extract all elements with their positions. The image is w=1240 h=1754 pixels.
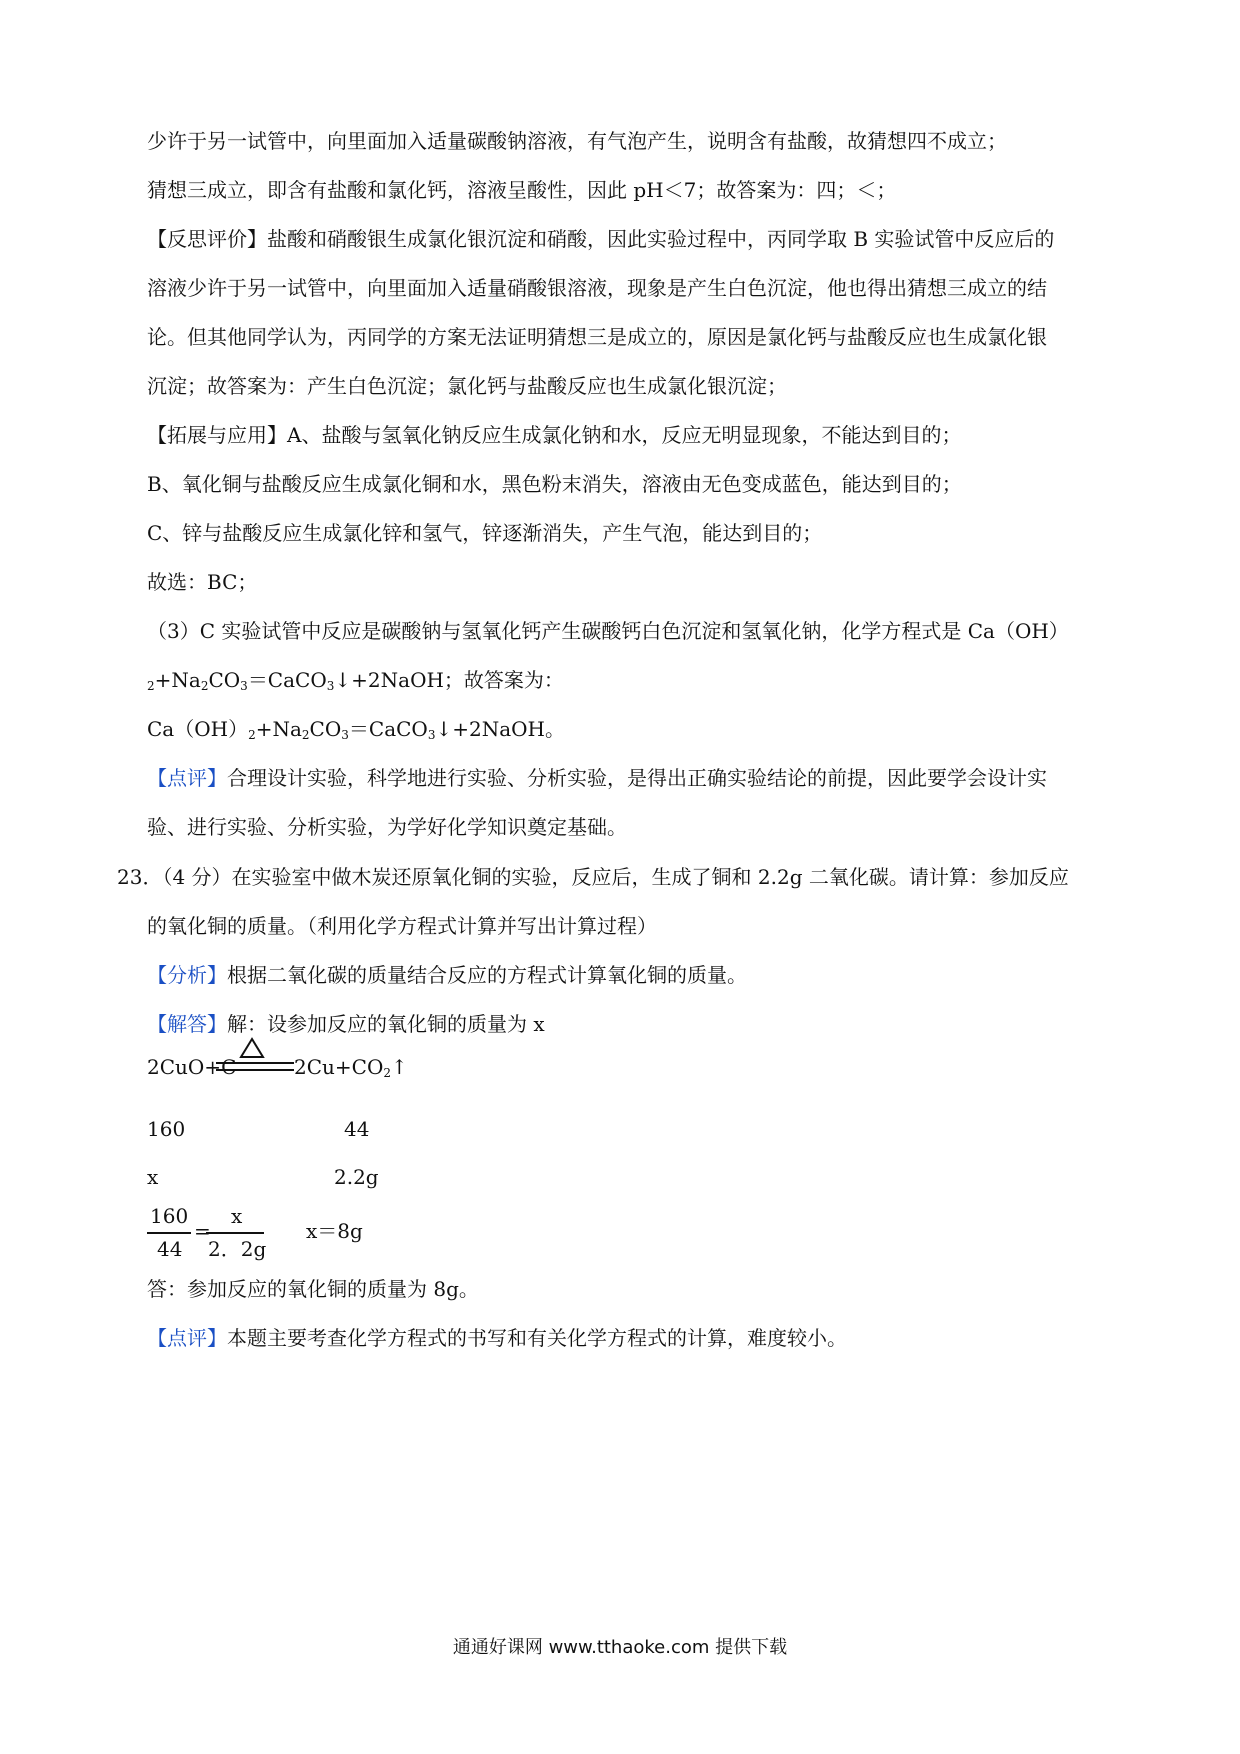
subscript: 3 (326, 679, 335, 693)
text-line: （3）C 实验试管中反应是碳酸钠与氢氧化钙产生碳酸钙白色沉淀和氢氧化钠，化学方程式是 Ca（OH） (147, 619, 1069, 643)
formula-part: CO (208, 668, 241, 692)
text-line: 沉淀；故答案为：产生白色沉淀；氯化钙与盐酸反应也生成氯化银沉淀； (147, 374, 787, 398)
down-arrow-icon: ↓ (435, 717, 453, 741)
fraction-numerator: x (231, 1204, 243, 1228)
variable: x (147, 1165, 159, 1189)
text-line: 溶液少许于另一试管中，向里面加入适量硝酸银溶液，现象是产生白色沉淀，他也得出猜想三成立的结 (147, 276, 1047, 300)
text-line: 故选：BC； (147, 570, 258, 594)
answer-tag: 【解答】 (147, 1012, 227, 1036)
text-span: 合理设计实验，科学地进行实验、分析实验，是得出正确实验结论的前提，因此要学会设计实 (227, 766, 1047, 790)
subscript: 3 (427, 728, 436, 742)
text-line: 少许于另一试管中，向里面加入适量碳酸钠溶液，有气泡产生，说明含有盐酸，故猜想四不成立； (147, 129, 1007, 153)
text-span: 解：设参加反应的氧化铜的质量为 x (227, 1012, 545, 1036)
subscript: 2 (248, 728, 256, 742)
text-line (147, 962, 747, 988)
analysis-tag: 【分析】 (147, 963, 227, 987)
fraction-denominator: 2．2g (208, 1237, 267, 1261)
text-span: A、盐酸与氢氧化钠反应生成氯化钠和水，反应无明显现象，不能达到目的； (287, 423, 962, 447)
subscript: 2 (383, 1066, 392, 1080)
formula-part: ＝CaCO (247, 668, 327, 692)
text-line (147, 422, 961, 448)
text-line (147, 1011, 545, 1037)
text-line: B、氧化铜与盐酸反应生成氯化铜和水，黑色粉末消失，溶液由无色变成蓝色，能达到目的； (147, 472, 962, 496)
text-span: +2NaOH；故答案为： (351, 668, 564, 692)
comment-tag: 【点评】 (147, 1326, 227, 1350)
footer-watermark: 通通好课网 www.tthaoke.com 提供下载 (452, 1637, 788, 1658)
text-line: 论。但其他同学认为，丙同学的方案无法证明猜想三是成立的，原因是氯化钙与盐酸反应也生成氯化银 (147, 325, 1047, 349)
text-line: 答：参加反应的氧化铜的质量为 8g。 (147, 1277, 479, 1301)
formula-part: +Na (255, 717, 302, 741)
text-line: C、锌与盐酸反应生成氯化锌和氢气，锌逐渐消失，产生气泡，能达到目的； (147, 521, 823, 545)
text-line (147, 765, 1047, 791)
subscript: 2 (301, 728, 310, 742)
given-mass: 2.2g (334, 1165, 379, 1189)
formula-part: Ca（OH） (147, 717, 249, 741)
text-span: 本题主要考查化学方程式的书写和有关化学方程式的计算，难度较小。 (227, 1326, 847, 1350)
equation-right (294, 1054, 408, 1080)
comment-tag: 【点评】 (147, 766, 227, 790)
equals-sign: = (194, 1219, 211, 1243)
formula-part: ＝CaCO (348, 717, 428, 741)
fraction-denominator: 44 (157, 1237, 183, 1261)
molar-mass: 160 (147, 1117, 186, 1141)
question-title: 23．（4 分）在实验室中做木炭还原氧化铜的实验，反应后，生成了铜和 2.2g 二氧化碳。请计算：参加反应 (117, 865, 1069, 889)
up-arrow-icon: ↑ (391, 1055, 408, 1079)
subscript: 3 (240, 679, 248, 693)
triangle-heat-icon (238, 1036, 266, 1060)
molar-mass: 44 (344, 1117, 370, 1141)
equation-left: 2CuO+C (147, 1055, 237, 1079)
subscript: 2 (200, 679, 209, 693)
section-tag: 【拓展与应用】 (147, 423, 287, 447)
text-line (147, 1325, 847, 1351)
text-span: +2NaOH。 (452, 717, 565, 741)
text-line: 验、进行实验、分析实验，为学好化学知识奠定基础。 (147, 815, 627, 839)
formula-part: CO (309, 717, 342, 741)
formula-part: 2Cu+CO (294, 1055, 384, 1079)
fraction-bar (147, 1232, 191, 1234)
subscript: 2 (147, 679, 155, 693)
result: x＝8g (306, 1219, 363, 1243)
text-line: 的氧化铜的质量。（利用化学方程式计算并写出计算过程） (147, 914, 657, 938)
formula-part: +Na (154, 668, 201, 692)
fraction-bar (206, 1232, 264, 1234)
formula-line (147, 667, 564, 693)
down-arrow-icon: ↓ (334, 668, 352, 692)
text-line: 猜想三成立，即含有盐酸和氯化钙，溶液呈酸性，因此 pH＜7；故答案为：四；＜； (147, 178, 897, 202)
subscript: 3 (341, 728, 349, 742)
formula-line (147, 716, 565, 742)
text-line (147, 226, 1054, 252)
section-tag: 【反思评价】 (147, 227, 267, 251)
fraction-numerator: 160 (150, 1204, 189, 1228)
text-span: 根据二氧化碳的质量结合反应的方程式计算氧化铜的质量。 (227, 963, 747, 987)
text-span: 盐酸和硝酸银生成氯化银沉淀和硝酸，因此实验过程中，丙同学取 B 实验试管中反应后的 (267, 227, 1055, 251)
